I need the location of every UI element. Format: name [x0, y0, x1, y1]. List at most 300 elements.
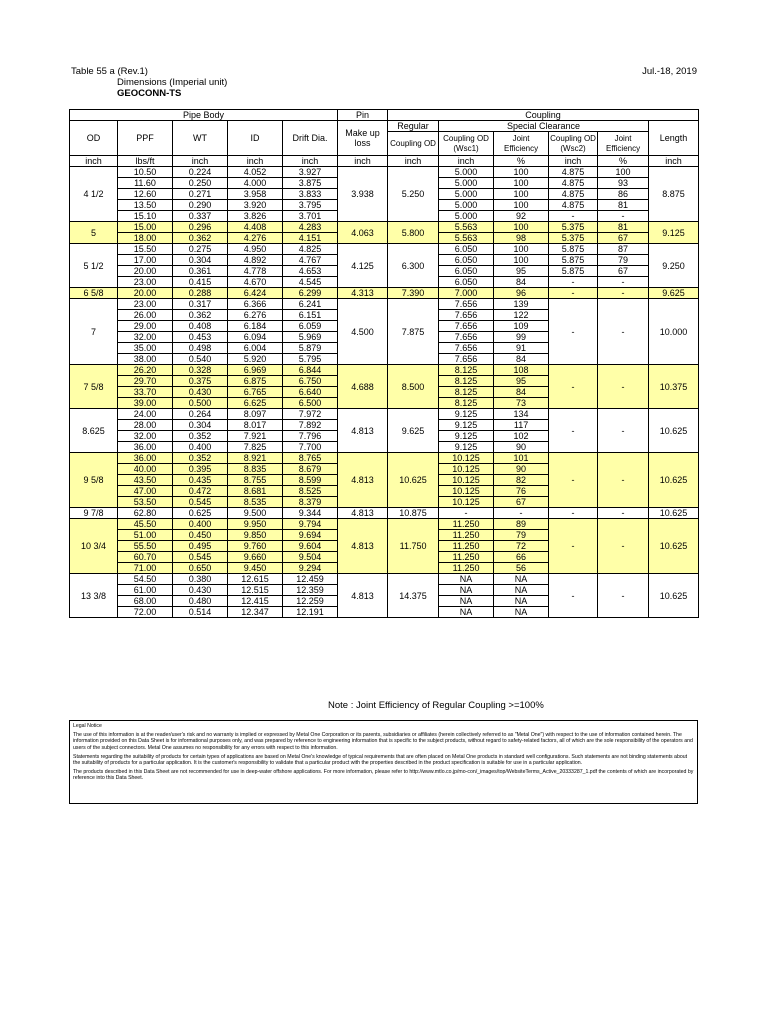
wsc2-od-cell: - [549, 288, 598, 299]
od-cell: 6 5/8 [70, 288, 118, 299]
wt-cell: 0.450 [173, 530, 228, 541]
id-cell: 7.921 [228, 431, 283, 442]
id-cell: 4.778 [228, 266, 283, 277]
wt-cell: 0.480 [173, 596, 228, 607]
wsc1-je-cell: 99 [494, 332, 549, 343]
wsc2-je-cell: 79 [598, 255, 649, 266]
wsc2-je-cell: - [598, 508, 649, 519]
wt-cell: 0.453 [173, 332, 228, 343]
wsc2-je-cell: 81 [598, 200, 649, 211]
makeup-cell: 4.813 [338, 453, 388, 508]
drift-cell: 9.794 [283, 519, 338, 530]
id-cell: 3.920 [228, 200, 283, 211]
wt-cell: 0.400 [173, 519, 228, 530]
id-cell: 7.825 [228, 442, 283, 453]
makeup-cell: 4.313 [338, 288, 388, 299]
wsc1-od-cell: 7.656 [439, 354, 494, 365]
ppf-cell: 32.00 [118, 332, 173, 343]
drift-cell: 7.892 [283, 420, 338, 431]
ppf-cell: 10.50 [118, 167, 173, 178]
wsc1-je-cell: 89 [494, 519, 549, 530]
header-wsc2-je: Joint Efficiency [598, 132, 649, 156]
wsc2-je-cell: - [598, 453, 649, 508]
wsc1-od-cell: 5.563 [439, 233, 494, 244]
wsc1-od-cell: 9.125 [439, 442, 494, 453]
wsc2-je-cell: - [598, 211, 649, 222]
id-cell: 12.515 [228, 585, 283, 596]
ppf-cell: 39.00 [118, 398, 173, 409]
drift-cell: 9.504 [283, 552, 338, 563]
id-cell: 6.875 [228, 376, 283, 387]
wsc1-od-cell: 5.000 [439, 200, 494, 211]
wt-cell: 0.625 [173, 508, 228, 519]
drift-cell: 9.344 [283, 508, 338, 519]
ppf-cell: 26.20 [118, 365, 173, 376]
wsc1-je-cell: 109 [494, 321, 549, 332]
ppf-cell: 29.00 [118, 321, 173, 332]
ppf-cell: 33.70 [118, 387, 173, 398]
wsc1-od-cell: 11.250 [439, 530, 494, 541]
id-cell: 6.276 [228, 310, 283, 321]
ppf-cell: 55.50 [118, 541, 173, 552]
wt-cell: 0.408 [173, 321, 228, 332]
ppf-cell: 13.50 [118, 200, 173, 211]
drift-cell: 6.500 [283, 398, 338, 409]
legal-title: Legal Notice [73, 723, 102, 729]
drift-cell: 4.653 [283, 266, 338, 277]
drift-cell: 3.927 [283, 167, 338, 178]
ppf-cell: 24.00 [118, 409, 173, 420]
id-cell: 12.615 [228, 574, 283, 585]
id-cell: 3.958 [228, 189, 283, 200]
drift-cell: 12.359 [283, 585, 338, 596]
table-row [70, 167, 699, 178]
wt-cell: 0.296 [173, 222, 228, 233]
wsc1-je-cell: 134 [494, 409, 549, 420]
id-cell: 9.660 [228, 552, 283, 563]
ppf-cell: 32.00 [118, 431, 173, 442]
wsc2-je-cell: 93 [598, 178, 649, 189]
wsc2-od-cell: - [549, 365, 598, 409]
drift-cell: 6.844 [283, 365, 338, 376]
od-cell: 7 [70, 299, 118, 365]
header-wt: WT [173, 121, 228, 156]
wsc2-je-cell: - [598, 574, 649, 618]
makeup-cell: 4.500 [338, 299, 388, 365]
id-cell: 9.450 [228, 563, 283, 574]
regular-coupling-od-cell: 10.625 [388, 453, 439, 508]
wsc1-je-cell: 117 [494, 420, 549, 431]
regular-coupling-od-cell: 5.250 [388, 167, 439, 222]
ppf-cell: 35.00 [118, 343, 173, 354]
wsc1-od-cell: 5.000 [439, 211, 494, 222]
ppf-cell: 29.70 [118, 376, 173, 387]
id-cell: 6.625 [228, 398, 283, 409]
ppf-cell: 60.70 [118, 552, 173, 563]
wsc1-od-cell: 5.000 [439, 189, 494, 200]
wsc1-je-cell: NA [494, 596, 549, 607]
drift-cell: 7.972 [283, 409, 338, 420]
wsc2-je-cell: 100 [598, 167, 649, 178]
ppf-cell: 12.60 [118, 189, 173, 200]
ppf-cell: 15.00 [118, 222, 173, 233]
wsc2-je-cell: 81 [598, 222, 649, 233]
wt-cell: 0.328 [173, 365, 228, 376]
unit-cell: inch [338, 156, 388, 167]
wsc1-od-cell: 10.125 [439, 453, 494, 464]
ppf-cell: 40.00 [118, 464, 173, 475]
wsc1-od-cell: 5.000 [439, 167, 494, 178]
wsc1-je-cell: 76 [494, 486, 549, 497]
table-row [70, 244, 699, 255]
wsc1-je-cell: 100 [494, 200, 549, 211]
wsc2-od-cell: - [549, 508, 598, 519]
id-cell: 8.921 [228, 453, 283, 464]
wsc1-od-cell: 10.125 [439, 486, 494, 497]
regular-coupling-od-cell: 6.300 [388, 244, 439, 288]
header-wsc1-je: Joint Efficiency [494, 132, 549, 156]
wsc1-od-cell: 8.125 [439, 387, 494, 398]
ppf-cell: 54.50 [118, 574, 173, 585]
wsc1-je-cell: NA [494, 585, 549, 596]
wsc2-od-cell: - [549, 409, 598, 453]
drift-cell: 12.259 [283, 596, 338, 607]
wsc2-od-cell: 5.875 [549, 244, 598, 255]
wsc1-od-cell: 6.050 [439, 266, 494, 277]
unit-cell: inch [283, 156, 338, 167]
units-row [70, 156, 699, 167]
drift-cell: 6.151 [283, 310, 338, 321]
ppf-cell: 43.50 [118, 475, 173, 486]
wsc1-je-cell: NA [494, 574, 549, 585]
id-cell: 12.415 [228, 596, 283, 607]
wsc1-je-cell: 102 [494, 431, 549, 442]
wsc2-je-cell: 87 [598, 244, 649, 255]
wsc2-je-cell: - [598, 277, 649, 288]
unit-cell: % [598, 156, 649, 167]
wsc2-od-cell: 4.875 [549, 167, 598, 178]
length-cell: 10.625 [649, 574, 699, 618]
drift-cell: 6.299 [283, 288, 338, 299]
wsc1-od-cell: 9.125 [439, 409, 494, 420]
makeup-cell: 4.125 [338, 244, 388, 288]
wt-cell: 0.415 [173, 277, 228, 288]
table-subtitle: Dimensions (Imperial unit) [117, 77, 228, 88]
unit-cell: inch [439, 156, 494, 167]
id-cell: 4.276 [228, 233, 283, 244]
drift-cell: 3.875 [283, 178, 338, 189]
wt-cell: 0.264 [173, 409, 228, 420]
wsc1-od-cell: NA [439, 574, 494, 585]
wsc1-je-cell: 100 [494, 167, 549, 178]
ppf-cell: 17.00 [118, 255, 173, 266]
ppf-cell: 53.50 [118, 497, 173, 508]
header-od: OD [70, 121, 118, 156]
product-name: GEOCONN-TS [117, 88, 182, 99]
drift-cell: 4.825 [283, 244, 338, 255]
length-cell: 9.250 [649, 244, 699, 288]
table-row [70, 453, 699, 464]
ppf-cell: 15.10 [118, 211, 173, 222]
makeup-cell: 4.813 [338, 574, 388, 618]
wsc1-je-cell: 95 [494, 376, 549, 387]
wt-cell: 0.271 [173, 189, 228, 200]
wsc1-je-cell: 100 [494, 178, 549, 189]
wt-cell: 0.545 [173, 497, 228, 508]
od-cell: 8.625 [70, 409, 118, 453]
wsc2-od-cell: 4.875 [549, 178, 598, 189]
unit-cell: inch [549, 156, 598, 167]
wsc2-od-cell: - [549, 453, 598, 508]
wsc1-od-cell: - [439, 508, 494, 519]
dimensions-table [69, 109, 699, 618]
wt-cell: 0.317 [173, 299, 228, 310]
drift-cell: 4.151 [283, 233, 338, 244]
id-cell: 9.500 [228, 508, 283, 519]
legal-paragraph-2: Statements regarding the suitability of products for certain types of applications are based on Metal One's knowledge of typical requirements that are often placed on Metal One products in standard well configurations. Such statements are not binding statements about the suitability of products for a particular application. It is the customer's responsibility to validate that a particular product with the properties described in the product specification is suitable for use in a particular application. [73, 753, 688, 767]
wsc1-je-cell: 73 [494, 398, 549, 409]
drift-cell: 3.795 [283, 200, 338, 211]
ppf-cell: 72.00 [118, 607, 173, 618]
length-cell: 9.625 [649, 288, 699, 299]
wsc1-je-cell: 67 [494, 497, 549, 508]
wsc1-je-cell: 84 [494, 277, 549, 288]
id-cell: 4.000 [228, 178, 283, 189]
wsc2-od-cell: 5.375 [549, 233, 598, 244]
drift-cell: 6.241 [283, 299, 338, 310]
legal-paragraph-3: The products described in this Data Sheet are not recommended for use in deep-water offshore applications. For more information, please refer to http://www.mtlo.co.jp/mo-con/_images/top/WebsiteTerms_Active_20333287_1.pdf the contents of which are incorporated by reference into this Data Sheet. [73, 769, 694, 782]
wsc1-od-cell: 6.050 [439, 277, 494, 288]
table-row [70, 508, 699, 519]
wt-cell: 0.435 [173, 475, 228, 486]
drift-cell: 6.750 [283, 376, 338, 387]
header-length: Length [649, 121, 699, 156]
table-row [70, 574, 699, 585]
header-special-clearance: Special Clearance [439, 121, 649, 132]
wsc1-je-cell: 100 [494, 222, 549, 233]
wt-cell: 0.361 [173, 266, 228, 277]
ppf-cell: 62.80 [118, 508, 173, 519]
id-cell: 6.424 [228, 288, 283, 299]
unit-cell: inch [388, 156, 439, 167]
id-cell: 9.760 [228, 541, 283, 552]
wsc1-je-cell: 101 [494, 453, 549, 464]
wsc1-je-cell: 82 [494, 475, 549, 486]
drift-cell: 8.525 [283, 486, 338, 497]
wt-cell: 0.380 [173, 574, 228, 585]
wsc1-je-cell: 90 [494, 464, 549, 475]
wsc1-je-cell: 91 [494, 343, 549, 354]
drift-cell: 3.833 [283, 189, 338, 200]
id-cell: 6.765 [228, 387, 283, 398]
drift-cell: 5.795 [283, 354, 338, 365]
regular-coupling-od-cell: 9.625 [388, 409, 439, 453]
header-wsc2-od: Coupling OD (Wsc2) [549, 132, 598, 156]
wsc1-je-cell: 100 [494, 244, 549, 255]
ppf-cell: 20.00 [118, 266, 173, 277]
id-cell: 6.366 [228, 299, 283, 310]
wt-cell: 0.352 [173, 431, 228, 442]
wsc1-od-cell: NA [439, 596, 494, 607]
wsc1-od-cell: 5.000 [439, 178, 494, 189]
wsc2-je-cell: - [598, 519, 649, 574]
wt-cell: 0.495 [173, 541, 228, 552]
ppf-cell: 71.00 [118, 563, 173, 574]
makeup-cell: 4.063 [338, 222, 388, 244]
wsc2-od-cell: - [549, 277, 598, 288]
header-regular: Regular [388, 121, 439, 132]
wsc1-od-cell: 7.656 [439, 310, 494, 321]
wsc2-je-cell: 67 [598, 266, 649, 277]
table-row [70, 409, 699, 420]
ppf-cell: 68.00 [118, 596, 173, 607]
table-row [70, 222, 699, 233]
wsc1-je-cell: 98 [494, 233, 549, 244]
table-row [70, 288, 699, 299]
wt-cell: 0.288 [173, 288, 228, 299]
wsc1-je-cell: 100 [494, 255, 549, 266]
wsc2-je-cell: - [598, 288, 649, 299]
wt-cell: 0.250 [173, 178, 228, 189]
ppf-cell: 61.00 [118, 585, 173, 596]
wsc1-je-cell: NA [494, 607, 549, 618]
id-cell: 8.097 [228, 409, 283, 420]
wsc1-je-cell: 122 [494, 310, 549, 321]
length-cell: 10.000 [649, 299, 699, 365]
wsc2-je-cell: - [598, 299, 649, 365]
wt-cell: 0.362 [173, 310, 228, 321]
wsc1-od-cell: 7.656 [439, 299, 494, 310]
wsc1-od-cell: 8.125 [439, 376, 494, 387]
regular-coupling-od-cell: 5.800 [388, 222, 439, 244]
wt-cell: 0.362 [173, 233, 228, 244]
table-row [70, 299, 699, 310]
ppf-cell: 36.00 [118, 442, 173, 453]
wt-cell: 0.304 [173, 255, 228, 266]
od-cell: 10 3/4 [70, 519, 118, 574]
wsc1-je-cell: 95 [494, 266, 549, 277]
makeup-cell: 4.688 [338, 365, 388, 409]
wsc1-od-cell: 6.050 [439, 244, 494, 255]
wsc1-je-cell: 108 [494, 365, 549, 376]
drift-cell: 4.283 [283, 222, 338, 233]
unit-cell: inch [228, 156, 283, 167]
id-cell: 4.408 [228, 222, 283, 233]
drift-cell: 9.604 [283, 541, 338, 552]
ppf-cell: 45.50 [118, 519, 173, 530]
drift-cell: 9.694 [283, 530, 338, 541]
ppf-cell: 51.00 [118, 530, 173, 541]
table-id: Table 55 a (Rev.1) [71, 66, 148, 77]
header-wsc1-od: Coupling OD (Wsc1) [439, 132, 494, 156]
wsc2-od-cell: - [549, 211, 598, 222]
ppf-cell: 28.00 [118, 420, 173, 431]
header-pipe-body: Pipe Body [70, 110, 338, 121]
wsc1-od-cell: 11.250 [439, 519, 494, 530]
wt-cell: 0.224 [173, 167, 228, 178]
header-reg-coupling-od: Coupling OD [388, 132, 439, 156]
od-cell: 5 1/2 [70, 244, 118, 288]
drift-cell: 6.640 [283, 387, 338, 398]
document-date: Jul.-18, 2019 [642, 66, 697, 77]
drift-cell: 8.379 [283, 497, 338, 508]
wsc2-od-cell: - [549, 574, 598, 618]
wsc1-je-cell: 84 [494, 387, 549, 398]
od-cell: 13 3/8 [70, 574, 118, 618]
wsc1-od-cell: 11.250 [439, 552, 494, 563]
wt-cell: 0.650 [173, 563, 228, 574]
header-ppf: PPF [118, 121, 173, 156]
id-cell: 8.535 [228, 497, 283, 508]
ppf-cell: 20.00 [118, 288, 173, 299]
id-cell: 8.835 [228, 464, 283, 475]
regular-coupling-od-cell: 7.390 [388, 288, 439, 299]
wt-cell: 0.275 [173, 244, 228, 255]
drift-cell: 12.459 [283, 574, 338, 585]
wsc2-od-cell: - [549, 299, 598, 365]
header-drift: Drift Dia. [283, 121, 338, 156]
wsc1-od-cell: 7.000 [439, 288, 494, 299]
od-cell: 7 5/8 [70, 365, 118, 409]
header-coupling: Coupling [388, 110, 699, 121]
od-cell: 9 5/8 [70, 453, 118, 508]
drift-cell: 4.767 [283, 255, 338, 266]
id-cell: 9.950 [228, 519, 283, 530]
id-cell: 4.892 [228, 255, 283, 266]
makeup-cell: 4.813 [338, 519, 388, 574]
wsc1-od-cell: 7.656 [439, 332, 494, 343]
id-cell: 6.094 [228, 332, 283, 343]
regular-coupling-od-cell: 14.375 [388, 574, 439, 618]
drift-cell: 8.679 [283, 464, 338, 475]
ppf-cell: 11.60 [118, 178, 173, 189]
ppf-cell: 15.50 [118, 244, 173, 255]
wsc1-od-cell: 6.050 [439, 255, 494, 266]
wsc1-je-cell: 100 [494, 189, 549, 200]
wsc1-je-cell: 92 [494, 211, 549, 222]
wt-cell: 0.545 [173, 552, 228, 563]
regular-coupling-od-cell: 10.875 [388, 508, 439, 519]
length-cell: 10.625 [649, 519, 699, 574]
wsc1-od-cell: 8.125 [439, 398, 494, 409]
wt-cell: 0.430 [173, 585, 228, 596]
wt-cell: 0.352 [173, 453, 228, 464]
length-cell: 8.875 [649, 167, 699, 222]
wsc1-od-cell: 7.656 [439, 343, 494, 354]
wsc1-je-cell: 79 [494, 530, 549, 541]
wt-cell: 0.395 [173, 464, 228, 475]
wsc1-je-cell: 84 [494, 354, 549, 365]
wsc2-je-cell: 67 [598, 233, 649, 244]
od-cell: 4 1/2 [70, 167, 118, 222]
id-cell: 6.184 [228, 321, 283, 332]
table-row [70, 519, 699, 530]
drift-cell: 7.700 [283, 442, 338, 453]
wsc1-je-cell: 72 [494, 541, 549, 552]
makeup-cell: 4.813 [338, 409, 388, 453]
length-cell: 9.125 [649, 222, 699, 244]
wt-cell: 0.337 [173, 211, 228, 222]
wsc1-od-cell: 10.125 [439, 475, 494, 486]
wsc1-od-cell: 9.125 [439, 431, 494, 442]
regular-coupling-od-cell: 8.500 [388, 365, 439, 409]
wsc2-je-cell: - [598, 365, 649, 409]
ppf-cell: 47.00 [118, 486, 173, 497]
length-cell: 10.625 [649, 409, 699, 453]
header-pin: Pin [338, 110, 388, 121]
wsc1-je-cell: - [494, 508, 549, 519]
id-cell: 4.950 [228, 244, 283, 255]
